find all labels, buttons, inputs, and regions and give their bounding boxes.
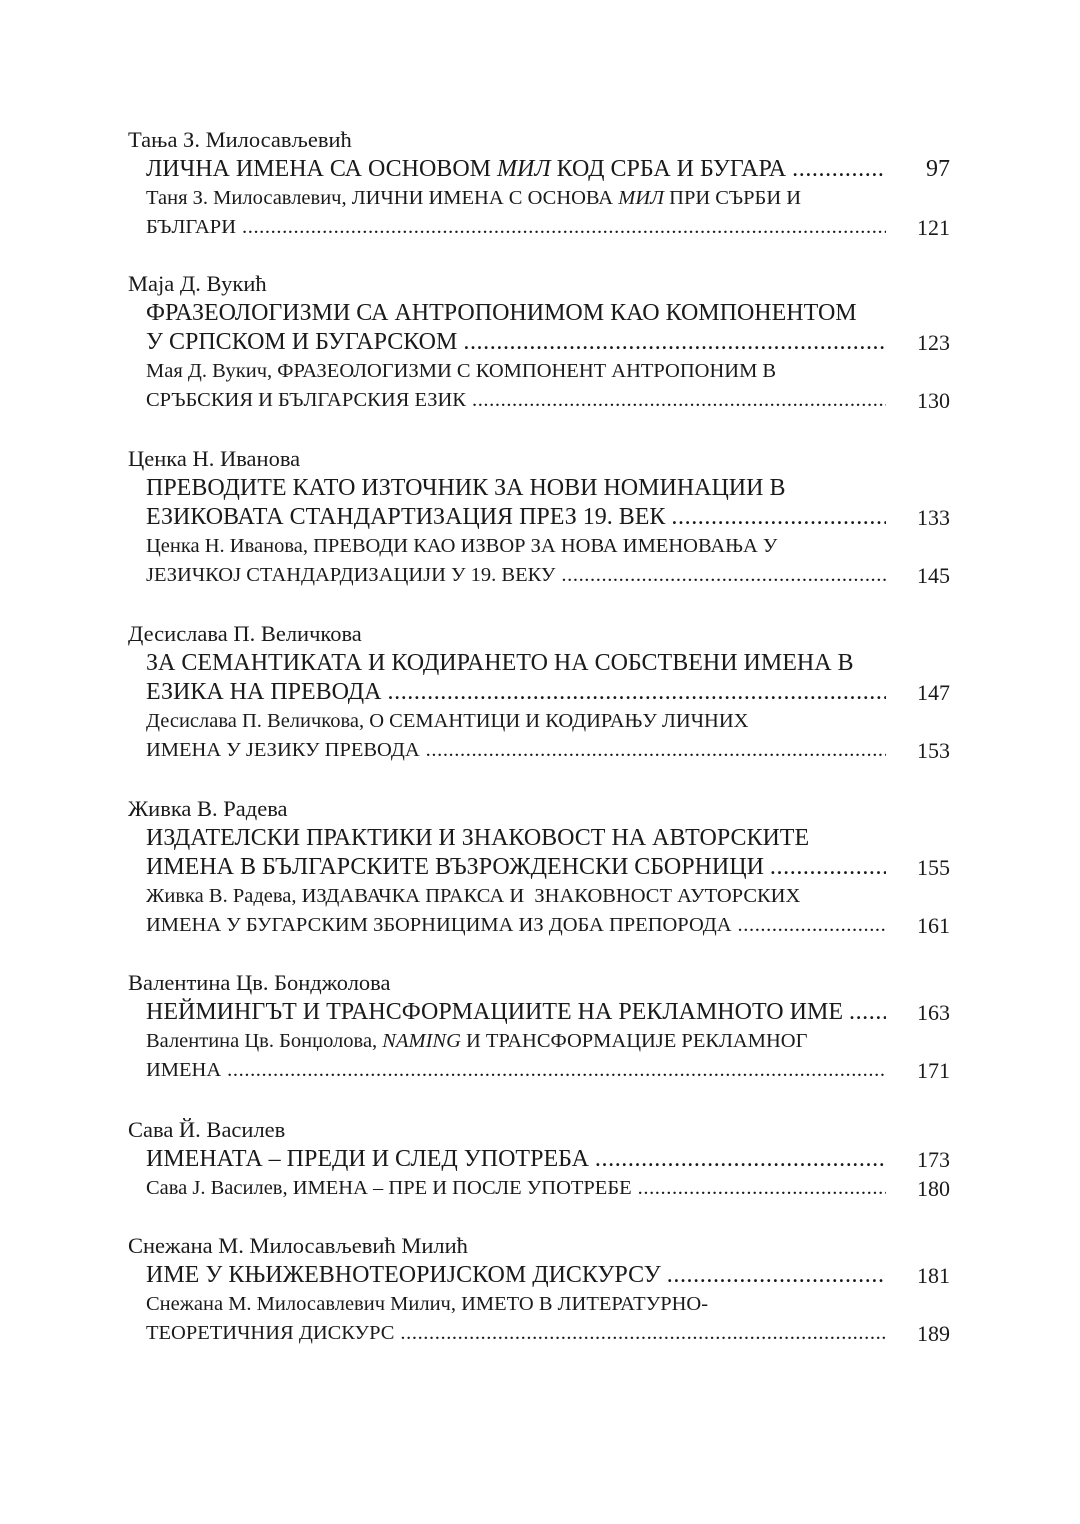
title-line: ЗА СЕМАНТИКАТА И КОДИРАНЕТО НА СОБСТВЕНИ ИМЕНА В (146, 650, 854, 676)
page-number[interactable]: 173 (917, 1147, 950, 1172)
translation-last-line: ИМЕНА У БУГАРСКИМ ЗБОРНИЦИМА ИЗ ДОБА ПРЕПОРОДА (146, 914, 732, 936)
entry-title (146, 824, 950, 882)
page-number[interactable]: 133 (917, 505, 950, 530)
translation-last-line: БЪЛГАРИ (146, 216, 236, 238)
entry-title (146, 474, 950, 532)
leader-dots (849, 998, 886, 1027)
translation-line: Валентина Цв. Бонџолова, NAMING И ТРАНСФОРМАЦИЈЕ РЕКЛАМНОГ (146, 1030, 808, 1052)
entry-title (146, 1145, 950, 1174)
entry-translation (146, 707, 950, 765)
page-number[interactable]: 145 (917, 563, 950, 588)
leader-dots (227, 1056, 886, 1085)
translation-line: Ценка Н. Иванова, ПРЕВОДИ КАО ИЗВОР ЗА НОВА ИМЕНОВАЊА У (146, 535, 778, 557)
translation-line: Мая Д. Вукич, ФРАЗЕОЛОГИЗМИ С КОМПОНЕНТ АНТРОПОНИМ В (146, 360, 777, 382)
leader-dots (671, 503, 886, 532)
toc-entry (128, 619, 950, 765)
entry-author: Маја Д. Вукић (128, 271, 267, 296)
page-number[interactable]: 189 (917, 1321, 950, 1346)
title-last-line: У СРПСКОМ И БУГАРСКОМ (146, 329, 458, 355)
leader-dots (667, 1261, 886, 1290)
entry-translation (146, 1290, 950, 1348)
title-last-line: ИМЕНАТА – ПРЕДИ И СЛЕД УПОТРЕБА (146, 1146, 589, 1172)
entry-translation (146, 184, 950, 242)
page-number[interactable]: 130 (917, 388, 950, 413)
toc-entry (128, 125, 950, 242)
page-number[interactable]: 147 (917, 680, 950, 705)
title-line: ЛИЧНА ИМЕНА СА ОСНОВОМ МИЛ КОД СРБА И БУГАРА (146, 156, 787, 182)
title-last-line: ИМЕНА В БЪЛГАРСКИТЕ ВЪЗРОЖДЕНСКИ СБОРНИЦИ (146, 854, 764, 880)
leader-dots (463, 328, 886, 357)
page-number[interactable]: 155 (917, 855, 950, 880)
translation-last-line: ЈЕЗИЧКОЈ СТАНДАРДИЗАЦИЈИ У 19. ВЕКУ (146, 564, 556, 586)
page-number[interactable]: 163 (917, 1000, 950, 1025)
translation-last-line: ИМЕНА У ЈЕЗИКУ ПРЕВОДА (146, 739, 420, 761)
entry-title (146, 155, 950, 184)
leader-dots (426, 736, 886, 765)
translation-line: Таня З. Милосавлевич, ЛИЧНИ ИМЕНА С ОСНОВА МИЛ ПРИ СЪРБИ И (146, 187, 802, 209)
entry-translation (146, 882, 950, 940)
title-line: ПРЕВОДИТЕ КАТО ИЗТОЧНИК ЗА НОВИ НОМИНАЦИИ В (146, 475, 786, 501)
entry-translation (146, 357, 950, 415)
leader-dots (561, 561, 886, 590)
translation-line: Живка В. Радева, ИЗДАВАЧКА ПРАКСА И ЗНАКОВНОСТ АУТОРСКИХ (146, 885, 801, 907)
toc-entry (128, 444, 950, 590)
page-number[interactable]: 181 (917, 1263, 950, 1288)
toc-entry (128, 269, 950, 415)
leader-dots (472, 386, 886, 415)
title-last-line: ИМЕ У КЊИЖЕВНОТЕОРИЈСКОМ ДИСКУРСУ (146, 1262, 661, 1288)
translation-last-line: ИМЕНА (146, 1059, 222, 1081)
title-last-line: НЕЙМИНГЪТ И ТРАНСФОРМАЦИИТЕ НА РЕКЛАМНОТО ИМЕ (146, 999, 843, 1025)
entry-translation (146, 1027, 950, 1085)
page-number[interactable]: 153 (917, 738, 950, 763)
title-line: ФРАЗЕОЛОГИЗМИ СА АНТРОПОНИМОМ КАО КОМПОНЕНТОМ (146, 300, 857, 326)
entry-author: Валентина Цв. Бонджолова (128, 970, 391, 995)
translation-line: Десислава П. Величкова, О СЕМАНТИЦИ И КОДИРАЊУ ЛИЧНИХ (146, 710, 749, 732)
toc-entry (128, 1231, 950, 1348)
leader-dots (638, 1174, 886, 1203)
entry-author: Десислава П. Величкова (128, 621, 362, 646)
leader-dots (388, 678, 887, 707)
page-number[interactable]: 97 (926, 156, 950, 182)
toc-entry (128, 1115, 950, 1203)
translation-line: Снежана М. Милосавлевич Милич, ИМЕТО В ЛИТЕРАТУРНО- (146, 1293, 709, 1315)
toc-entry (128, 968, 950, 1085)
page-number[interactable]: 121 (917, 215, 950, 240)
entry-author: Снежана М. Милосављевић Милић (128, 1233, 468, 1258)
entry-title (146, 649, 950, 707)
translation-last-line: СРЪБСКИЯ И БЪЛГАРСКИЯ ЕЗИК (146, 389, 466, 411)
leader-dots (400, 1319, 886, 1348)
leader-dots (770, 853, 886, 882)
entry-translation (146, 532, 950, 590)
page-number[interactable]: 161 (917, 913, 950, 938)
entry-author: Ценка Н. Иванова (128, 446, 301, 471)
title-last-line: ЕЗИКА НА ПРЕВОДА (146, 679, 382, 705)
page-number[interactable]: 171 (917, 1058, 950, 1083)
title-last-line: ЕЗИКОВАТА СТАНДАРТИЗАЦИЯ ПРЕЗ 19. ВЕК (146, 504, 666, 530)
translation-last-line: Сава Ј. Василев, ИМЕНА – ПРЕ И ПОСЛЕ УПОТРЕБЕ (146, 1177, 632, 1199)
page-number[interactable]: 123 (917, 330, 950, 355)
toc-entry (128, 794, 950, 940)
entry-author: Живка В. Радева (128, 796, 288, 821)
leader-dots (242, 213, 886, 242)
entry-author: Тања З. Милосављевић (128, 127, 352, 152)
entry-author: Сава Й. Василев (128, 1117, 286, 1142)
leader-dots (792, 155, 886, 184)
entry-title (146, 998, 950, 1027)
translation-last-line: ТЕОРЕТИЧНИЯ ДИСКУРС (146, 1322, 395, 1344)
leader-dots (595, 1145, 886, 1174)
title-line: ИЗДАТЕЛСКИ ПРАКТИКИ И ЗНАКОВОСТ НА АВТОРСКИТЕ (146, 825, 810, 851)
entry-title (146, 299, 950, 357)
entry-title (146, 1261, 950, 1290)
entry-translation (146, 1174, 950, 1203)
page-number[interactable]: 180 (917, 1176, 950, 1201)
leader-dots (738, 911, 886, 940)
